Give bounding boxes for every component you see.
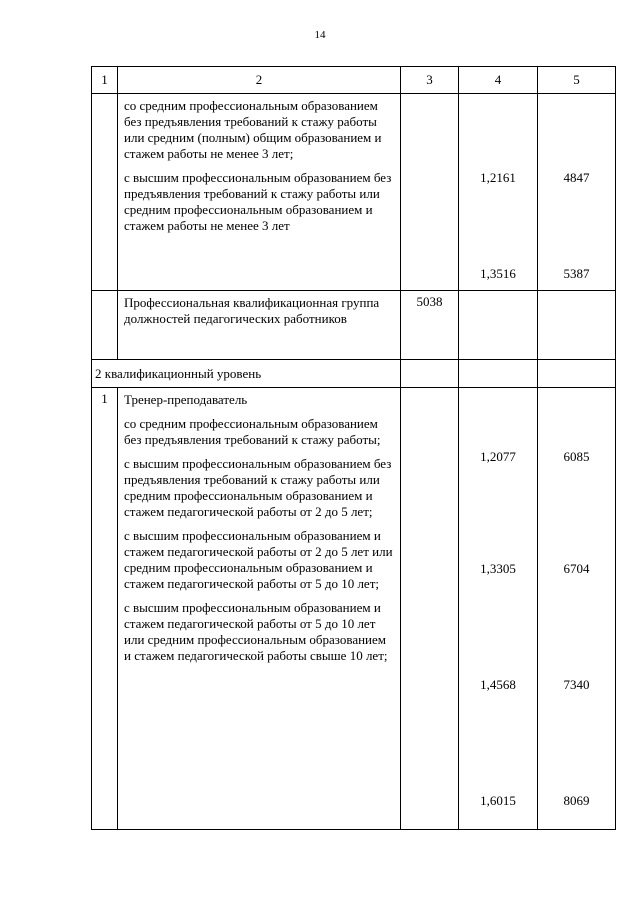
table-row — [92, 360, 616, 388]
description-cell — [118, 388, 401, 830]
header-col-2: 2 — [118, 67, 401, 94]
salary-cell — [538, 291, 616, 360]
coefficient-cell — [459, 388, 538, 830]
table-header-row — [92, 67, 616, 94]
coefficient-value: 1,6015 — [480, 793, 516, 808]
coefficient-cell — [459, 94, 538, 291]
salary-value: 4847 — [563, 170, 590, 185]
header-col-4: 4 — [459, 67, 538, 94]
salary-cell — [538, 94, 616, 291]
salary-table — [91, 66, 616, 830]
salary-value: 6085 — [563, 449, 590, 464]
salary-value: 5387 — [563, 266, 590, 281]
row-number-cell: 1 — [92, 388, 118, 830]
salary-cell — [538, 360, 616, 388]
coefficient-value: 1,3516 — [480, 266, 516, 281]
salary-value: 6704 — [563, 561, 590, 576]
description-cell — [118, 94, 401, 291]
coefficient-value: 1,3305 — [480, 561, 516, 576]
salary-cell — [538, 388, 616, 830]
base-salary-cell: 5038 — [401, 291, 459, 360]
qualification-level-heading: 2 квалификационный уровень — [92, 360, 401, 388]
base-salary-cell — [401, 94, 459, 291]
page-number: 14 — [314, 29, 326, 41]
qualification-paragraph: со средним профессиональным образованием без предъявления требований к стажу работы или средним (полным) общим образованием и стажем работы не менее 3 лет; — [124, 98, 382, 161]
qualification-paragraph: со средним профессиональным образованием без предъявления требований к стажу работы; — [124, 416, 381, 447]
header-col-3: 3 — [401, 67, 459, 94]
row-number-cell — [92, 94, 118, 291]
qualification-paragraph: с высшим профессиональным образованием и стажем педагогической работы от 2 до 5 лет или средним профессиональным образованием и стажем педагогической работы от 5 до 10 лет; — [124, 528, 393, 591]
qualification-paragraph: с высшим профессиональным образованием без предъявления требований к стажу работы или средним профессиональным образованием и стажем педагогической работы от 2 до 5 лет; — [124, 456, 392, 519]
group-title-cell: Профессиональная квалификационная группа должностей педагогических работников — [118, 291, 401, 360]
table-row — [92, 291, 616, 360]
table-row — [92, 388, 616, 830]
coefficient-value: 1,2161 — [480, 170, 516, 185]
row-number-cell — [92, 291, 118, 360]
position-title: Тренер-преподаватель — [124, 392, 248, 407]
base-salary-cell — [401, 360, 459, 388]
header-col-1: 1 — [92, 67, 118, 94]
coefficient-value: 1,2077 — [480, 449, 516, 464]
qualification-paragraph: с высшим профессиональным образованием и стажем педагогической работы от 5 до 10 лет или средним профессиональным образованием и стажем педагогической работы свыше 10 лет; — [124, 600, 388, 663]
table-row — [92, 94, 616, 291]
coefficient-cell — [459, 360, 538, 388]
coefficient-value: 1,4568 — [480, 677, 516, 692]
qualification-paragraph: с высшим профессиональным образованием без предъявления требований к стажу работы или средним профессиональным образованием и стажем работы не менее 3 лет — [124, 170, 392, 233]
salary-value: 7340 — [563, 677, 590, 692]
coefficient-cell — [459, 291, 538, 360]
header-col-5: 5 — [538, 67, 616, 94]
base-salary-cell — [401, 388, 459, 830]
salary-value: 8069 — [563, 793, 590, 808]
